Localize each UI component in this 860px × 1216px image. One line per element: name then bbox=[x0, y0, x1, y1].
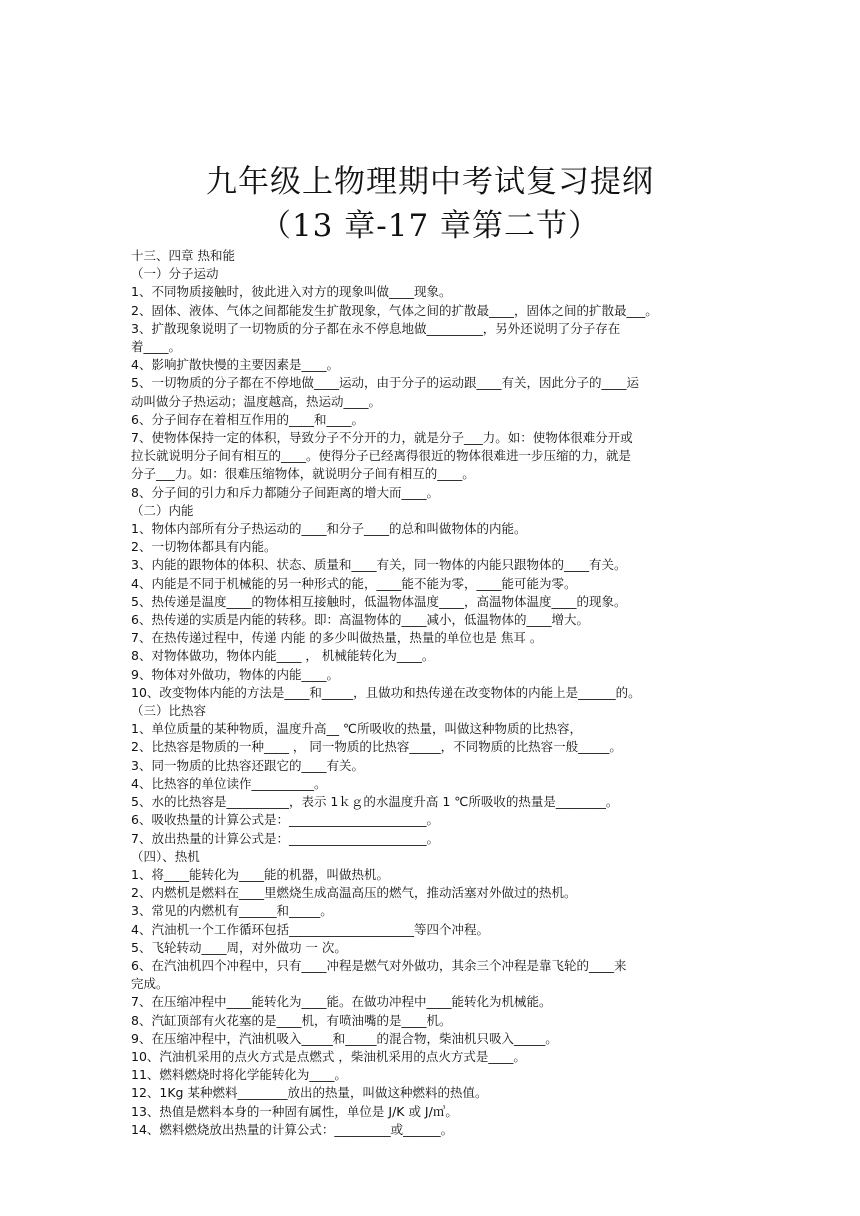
text-line: 着____。 bbox=[131, 339, 182, 355]
text-line: 4、比热容的单位读作__________。 bbox=[131, 775, 327, 791]
text-line: 完成。 bbox=[131, 976, 169, 992]
document-body bbox=[131, 247, 731, 1139]
text-line: 10、改变物体内能的方法是____和_____，且做功和热传递在改变物体的内能上是______的。 bbox=[131, 684, 641, 700]
text-line: 1、物体内部所有分子热运动的____和分子____的总和叫做物体的内能。 bbox=[131, 521, 527, 537]
text-line: 1、将____能转化为____能的机器，叫做热机。 bbox=[131, 866, 389, 882]
text-line: （四）、热机 bbox=[131, 848, 200, 864]
text-line: 5、热传递是温度____的物体相互接触时，低温物体温度____，高温物体温度____的现象。 bbox=[131, 593, 627, 609]
text-line: 14、燃料燃烧放出热量的计算公式：_________或______。 bbox=[131, 1121, 454, 1137]
text-line: 9、在压缩冲程中，汽油机吸入_____和_____的混合物，柴油机只吸入_____。 bbox=[131, 1030, 558, 1046]
text-line: 十三、四章 热和能 bbox=[131, 248, 235, 263]
text-line: 拉长就说明分子间有相互的____。使得分子已经离得很近的物体很难进一步压缩的力，就是 bbox=[131, 448, 632, 464]
text-line: 7、在热传递过程中，传递 内能 的多少叫做热量，热量的单位也是 焦耳 。 bbox=[131, 630, 543, 646]
text-line: 8、分子间的引力和斥力都随分子间距离的增大而____。 bbox=[131, 484, 439, 500]
text-line: 6、在汽油机四个冲程中，只有____冲程是燃气对外做功，其余三个冲程是靠飞轮的____来 bbox=[131, 957, 627, 973]
text-line: 2、内燃机是燃料在____里燃烧生成高温高压的燃气，推动活塞对外做过的热机。 bbox=[131, 885, 577, 901]
text-line: 4、内能是不同于机械能的另一种形式的能，____能不能为零，____能可能为零。 bbox=[131, 575, 577, 591]
text-line: 5、水的比热容是__________，表示 1ｋｇ的水温度升高 1 ℃所吸收的热量是________。 bbox=[131, 794, 619, 810]
text-line: （一）分子运动 bbox=[131, 266, 219, 282]
title-block bbox=[0, 160, 860, 248]
text-line: 11、燃料燃烧时将化学能转化为____。 bbox=[131, 1067, 347, 1083]
text-line: 7、使物体保持一定的体积，导致分子不分开的力，就是分子___力。如：使物体很难分开或 bbox=[131, 430, 633, 446]
text-line: 4、影响扩散快慢的主要因素是____。 bbox=[131, 357, 339, 373]
text-line: 5、一切物质的分子都在不停地做____运动，由于分子的运动跟____有关，因此分子的____运 bbox=[131, 375, 639, 391]
text-line: 6、分子间存在着相互作用的____和____。 bbox=[131, 411, 364, 427]
text-line: 8、汽缸顶部有火花塞的是____机，有喷油嘴的是____机。 bbox=[131, 1012, 452, 1028]
text-line: 6、热传递的实质是内能的转移。即：高温物体的____减小，低温物体的____增大。 bbox=[131, 612, 589, 628]
text-line: 13、热值是燃料本身的一种固有属性，单位是 J/K 或 J/㎥。 bbox=[131, 1103, 458, 1119]
text-line: 12、1Kg 某种燃料________放出的热量，叫做这种燃料的热值。 bbox=[131, 1085, 488, 1101]
text-line: 2、比热容是物质的一种____ ， 同一物质的比热容_____，不同物质的比热容一般_____。 bbox=[131, 739, 622, 755]
text-line: 3、内能的跟物体的体积、状态、质量和____有关，同一物体的内能只跟物体的____有关。 bbox=[131, 557, 627, 573]
text-line: （二）内能 bbox=[131, 502, 194, 518]
text-line: 7、在压缩冲程中____能转化为____能。在做功冲程中____能转化为机械能。 bbox=[131, 994, 552, 1010]
text-line: 分子___力。如：很难压缩物体，就说明分子间有相互的____。 bbox=[131, 466, 475, 482]
text-line: 3、常见的内燃机有______和_____。 bbox=[131, 903, 333, 919]
text-line: 6、吸收热量的计算公式是：______________________。 bbox=[131, 812, 439, 828]
document-title: 九年级上物理期中考试复习提纲 bbox=[206, 164, 654, 200]
text-line: 7、放出热量的计算公式是：______________________。 bbox=[131, 830, 439, 846]
text-line: 4、汽油机一个工作循环包括____________________等四个冲程。 bbox=[131, 921, 489, 937]
text-line: 10、汽油机采用的点火方式是点燃式 ，柴油机采用的点火方式是____。 bbox=[131, 1048, 526, 1064]
text-line: 9、物体对外做功，物体的内能____。 bbox=[131, 666, 339, 682]
document-subtitle: （13 章-17 章第二节） bbox=[259, 208, 601, 244]
text-line: 5、飞轮转动____周，对外做功 一 次。 bbox=[131, 939, 347, 955]
text-line: 2、固体、液体、气体之间都能发生扩散现象，气体之间的扩散最____，固体之间的扩散最___。 bbox=[131, 302, 658, 318]
text-line: 1、不同物质接触时，彼此进入对方的现象叫做____现象。 bbox=[131, 284, 452, 300]
text-line: 1、单位质量的某种物质，温度升高__ ℃所吸收的热量，叫做这种物质的比热容， bbox=[131, 721, 582, 737]
text-line: 8、对物体做功，物体内能____ ， 机械能转化为____。 bbox=[131, 648, 435, 664]
text-line: 3、扩散现象说明了一切物质的分子都在永不停息地做_________，另外还说明了分子存在 bbox=[131, 320, 621, 336]
text-line: 动叫做分子热运动；温度越高，热运动____。 bbox=[131, 393, 382, 409]
text-line: （三）比热容 bbox=[131, 703, 207, 719]
text-line: 2、一切物体都具有内能。 bbox=[131, 539, 277, 555]
text-line: 3、同一物质的比热容还跟它的____有关。 bbox=[131, 757, 364, 773]
